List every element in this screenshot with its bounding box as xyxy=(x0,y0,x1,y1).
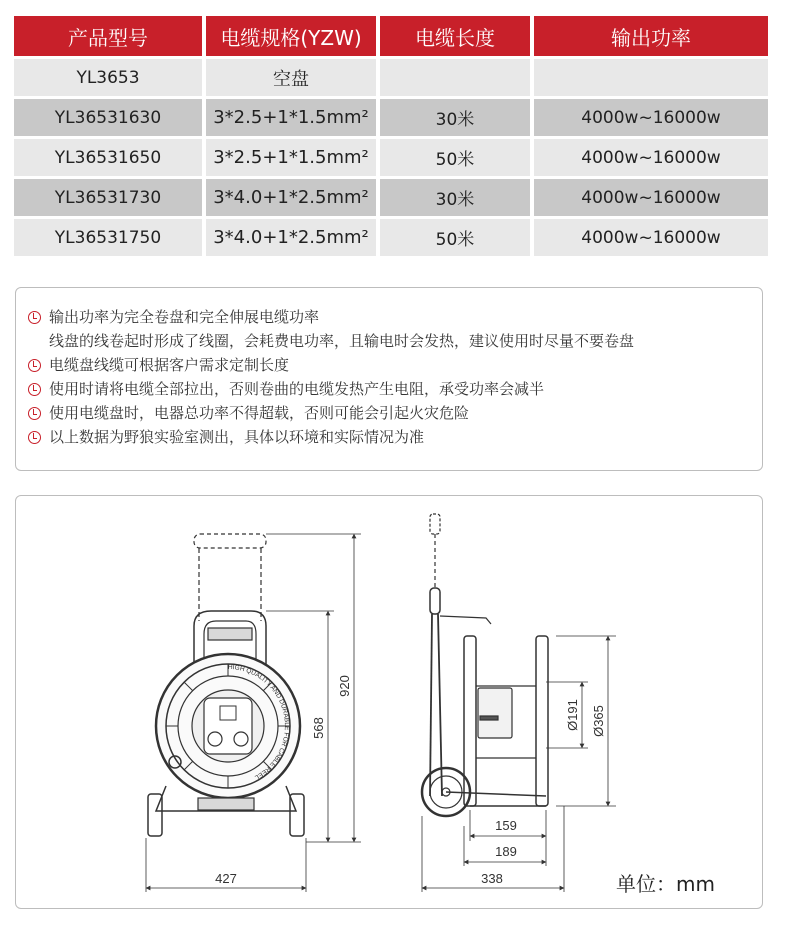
dim-920: 920 xyxy=(337,675,352,697)
note-item xyxy=(28,425,762,449)
cell-spec: 3*4.0+1*2.5mm² xyxy=(206,179,376,216)
clock-icon xyxy=(28,311,41,324)
cell-model: YL3653 xyxy=(14,59,202,96)
indent-spacer xyxy=(28,335,41,348)
cell-length xyxy=(380,59,530,96)
cell-power: 4000w~16000w xyxy=(534,219,768,256)
dim-338: 338 xyxy=(481,871,503,886)
cell-length: 50米 xyxy=(380,139,530,176)
cell-model: YL36531650 xyxy=(14,139,202,176)
dim-427: 427 xyxy=(215,871,237,886)
dim-d191: Ø191 xyxy=(565,699,580,731)
cell-spec: 3*2.5+1*1.5mm² xyxy=(206,139,376,176)
note-item xyxy=(28,353,762,377)
dim-568: 568 xyxy=(311,717,326,739)
cell-length: 50米 xyxy=(380,219,530,256)
clock-icon xyxy=(28,383,41,396)
front-view xyxy=(148,534,304,836)
note-text: 使用电缆盘时，电器总功率不得超载，否则可能会引起火灾危险 xyxy=(49,404,470,422)
cell-length: 30米 xyxy=(380,179,530,216)
note-text: 输出功率为完全卷盘和完全伸展电缆功率 xyxy=(49,308,320,326)
note-text: 以上数据为野狼实验室测出，具体以环境和实际情况为准 xyxy=(49,428,425,446)
clock-icon xyxy=(28,407,41,420)
dim-189: 189 xyxy=(495,844,517,859)
note-text: 线盘的线卷起时形成了线圈，会耗费电功率，且输电时会发热，建议使用时尽量不要卷盘 xyxy=(49,332,635,350)
cell-power xyxy=(534,59,768,96)
cell-model: YL36531730 xyxy=(14,179,202,216)
technical-drawing xyxy=(15,495,763,909)
note-item xyxy=(28,329,762,353)
clock-icon xyxy=(28,431,41,444)
table-row xyxy=(14,99,768,136)
header-cable-length: 电缆长度 xyxy=(380,16,530,56)
header-output-power: 输出功率 xyxy=(534,16,768,56)
side-dimensions xyxy=(422,636,616,892)
table-header-row xyxy=(14,16,768,56)
cell-power: 4000w~16000w xyxy=(534,139,768,176)
cell-model: YL36531630 xyxy=(14,99,202,136)
header-cable-spec: 电缆规格(YZW) xyxy=(206,16,376,56)
svg-text:HIGH QUALITY AND DURABLE FOR C: HIGH QUALITY AND DURABLE FOR CABLE REEL xyxy=(227,663,290,781)
table-row xyxy=(14,139,768,176)
reel-drawing-svg xyxy=(16,496,764,910)
header-model: 产品型号 xyxy=(14,16,202,56)
note-text: 使用时请将电缆全部拉出，否则卷曲的电缆发热产生电阻，承受功率会减半 xyxy=(49,380,545,398)
spec-table xyxy=(10,13,772,259)
table-row xyxy=(14,59,768,96)
note-item xyxy=(28,401,762,425)
note-item xyxy=(28,305,762,329)
notes-box xyxy=(15,287,763,471)
cell-power: 4000w~16000w xyxy=(534,179,768,216)
cell-power: 4000w~16000w xyxy=(534,99,768,136)
clock-icon xyxy=(28,359,41,372)
cell-model: YL36531750 xyxy=(14,219,202,256)
side-view xyxy=(422,514,548,816)
dim-159: 159 xyxy=(495,818,517,833)
note-item xyxy=(28,377,762,401)
cell-length: 30米 xyxy=(380,99,530,136)
dim-d365: Ø365 xyxy=(591,705,606,737)
unit-label: 单位：mm xyxy=(616,872,715,896)
note-text: 电缆盘线缆可根据客户需求定制长度 xyxy=(49,356,290,374)
table-row xyxy=(14,219,768,256)
table-row xyxy=(14,179,768,216)
cell-spec: 3*4.0+1*2.5mm² xyxy=(206,219,376,256)
cell-spec: 空盘 xyxy=(206,59,376,96)
cell-spec: 3*2.5+1*1.5mm² xyxy=(206,99,376,136)
